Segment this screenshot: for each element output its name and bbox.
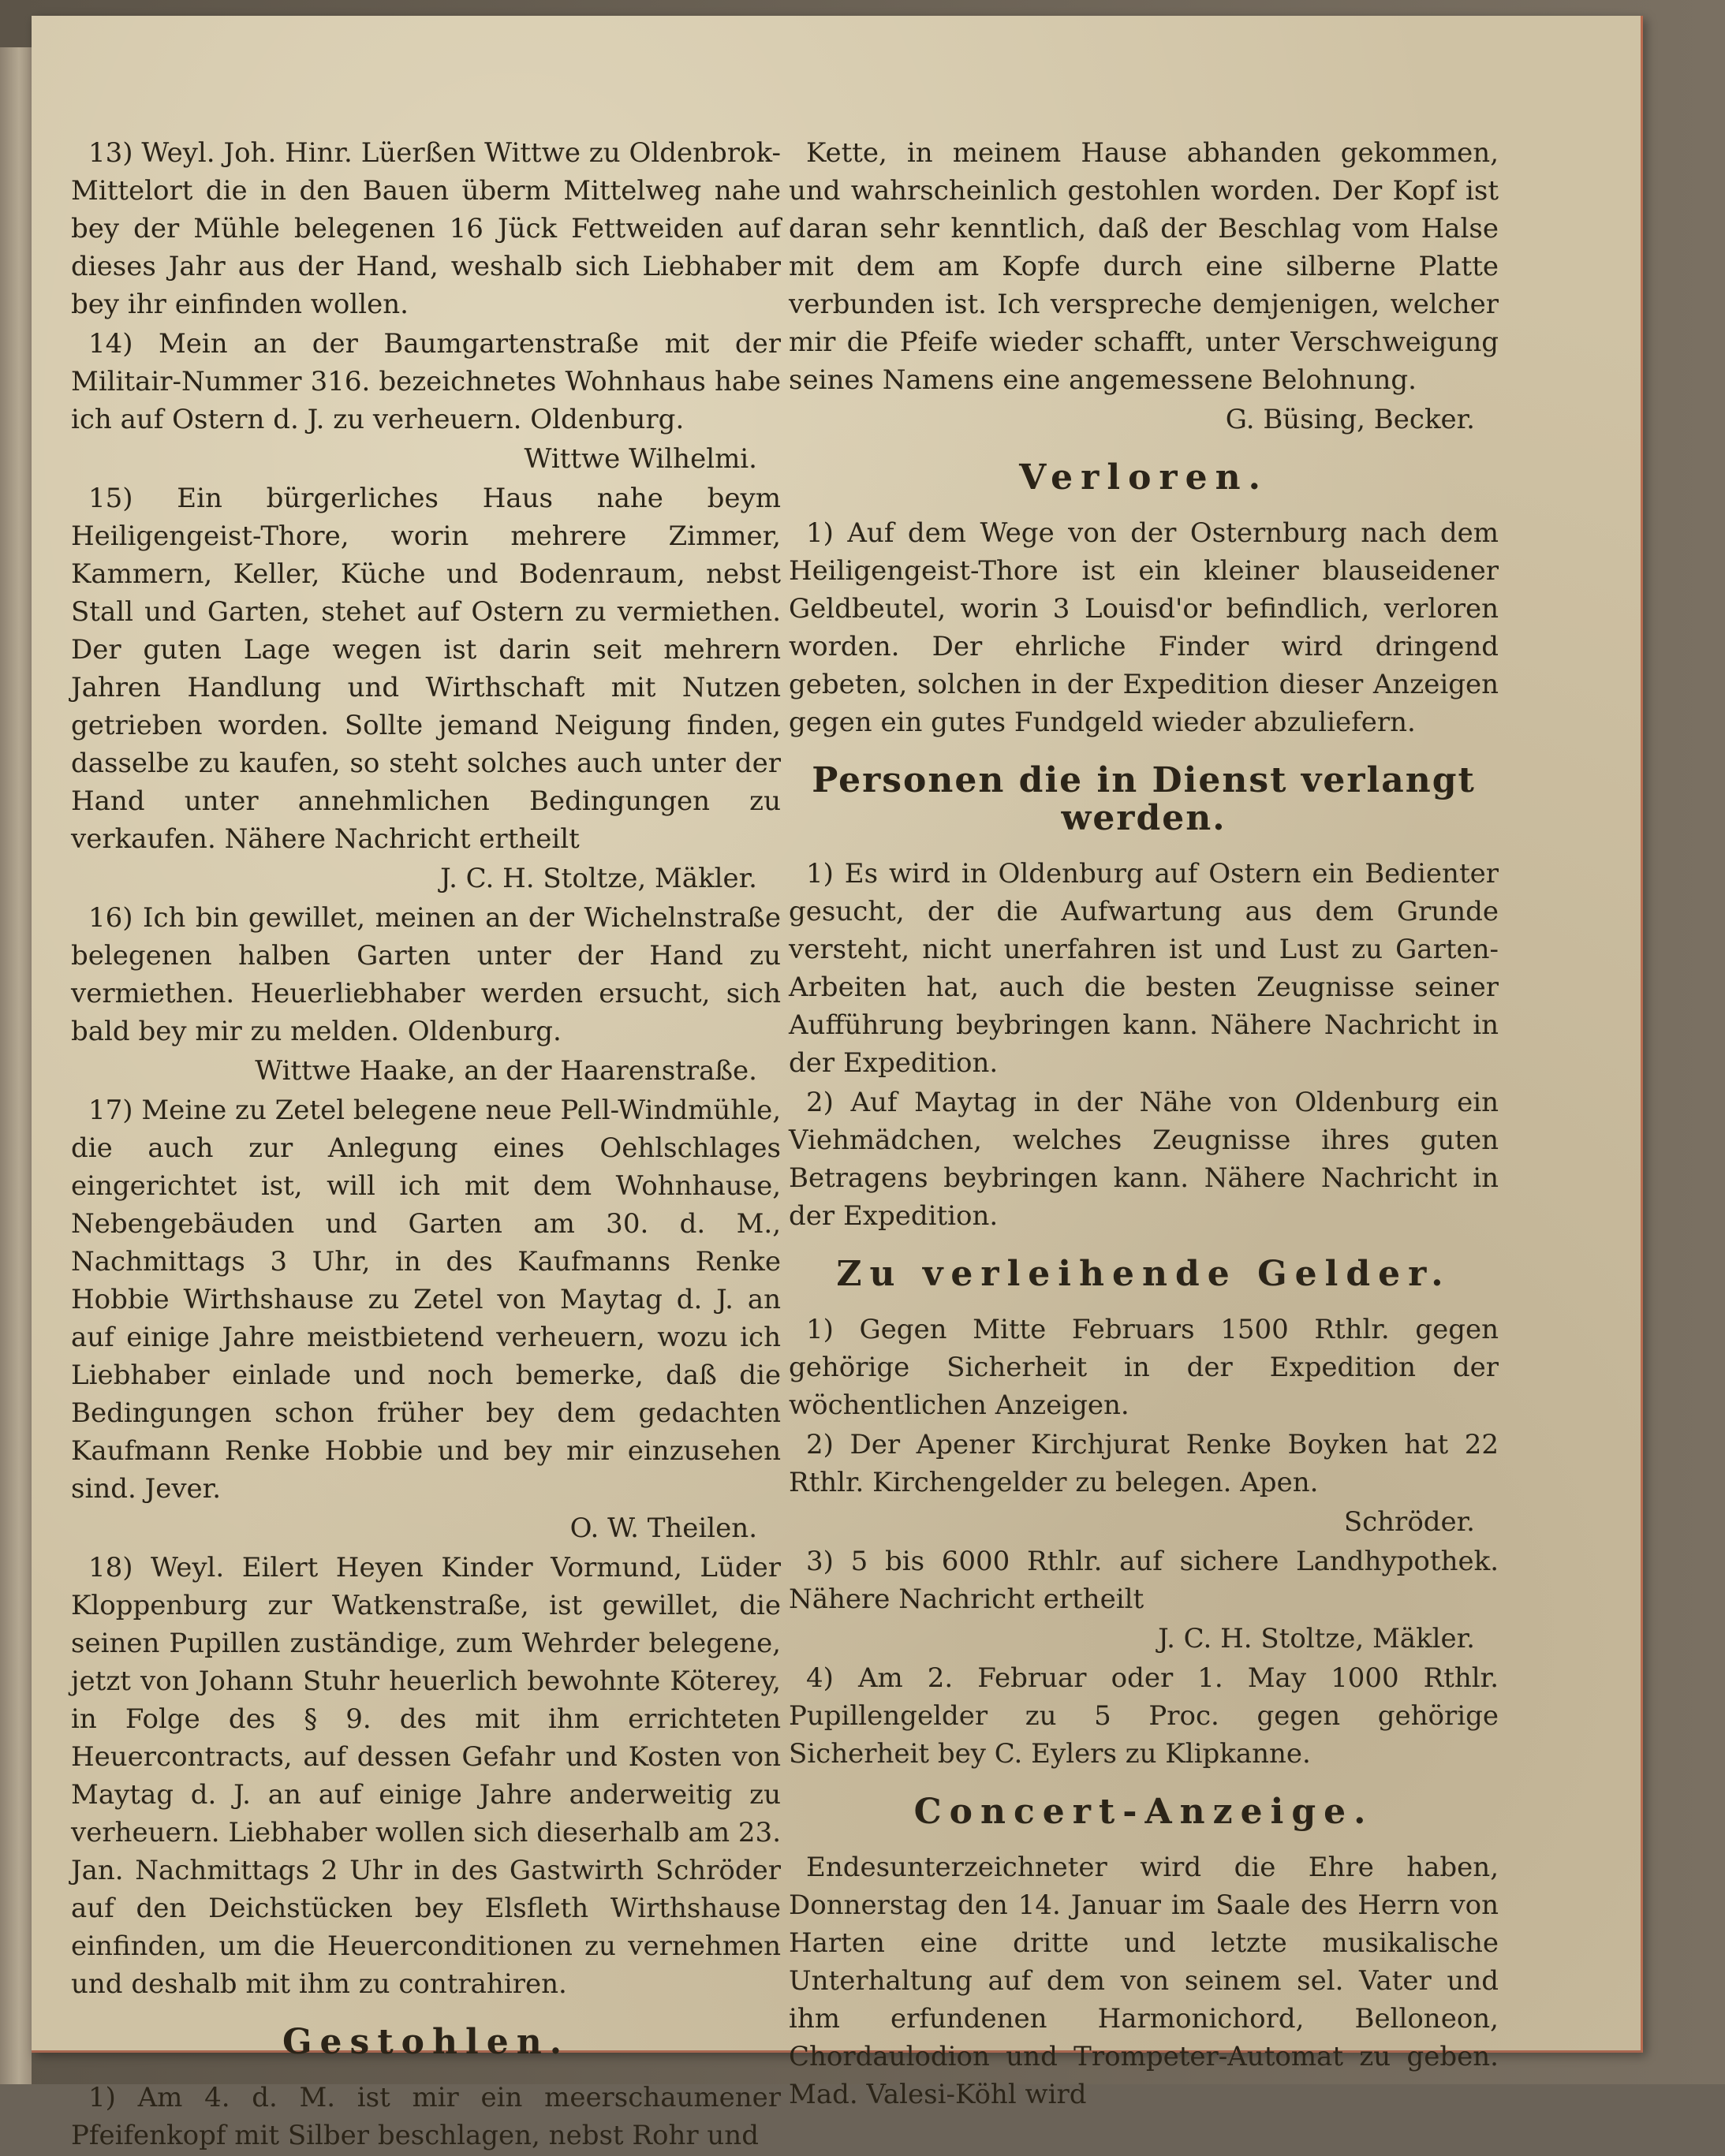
entry-text: 17) Meine zu Zetel belegene neue Pell-Windmühle, die auch zur Anlegung eines Oehlschlages eingerichtet ist, will ich mit dem Wohnhause, Nebengebäuden und Garten am 30. d. M., Nachmittags 3 Uhr, in des Kaufmanns Renke Hobbie Wirthshause zu Zetel von Maytag d. J. an auf einige Jahre meistbietend verheuern, wozu ich Liebhaber einlade und noch bemerke, daß die Bedingungen schon früher bey dem gedachten Kaufmann Renke Hobbie und bey mir einzusehen sind. Jever. — [71, 1095, 781, 1505]
entry-16 — [71, 899, 781, 1090]
verloren-text: 1) Auf dem Wege von der Osternburg nach dem Heiligengeist-Thore ist ein kleiner blauseidener Geldbeutel, worin 3 Louisd'or befindlich, verloren worden. Der ehrliche Finder wird dringend gebeten, solchen in der Expedition dieser Anzeigen gegen ein gutes Fundgeld wieder abzuliefern. — [789, 517, 1499, 738]
entry-text: 16) Ich bin gewillet, meinen an der Wichelnstraße belegenen halben Garten unter der Hand zu vermiethen. Heuerliebhaber werden ersucht, sich bald bey mir zu melden. Oldenburg. — [71, 902, 781, 1047]
entry-signature: Wittwe Wilhelmi. — [524, 443, 757, 475]
gelder-item: 1) Gegen Mitte Februars 1500 Rthlr. gegen gehörige Sicherheit in der Expedition der wöchentlichen Anzeigen. — [789, 1314, 1499, 1421]
gestohlen-continuation: Kette, in meinem Hause abhanden gekommen, und wahrscheinlich gestohlen worden. Der Kopf ist daran sehr kenntlich, daß der Beschlag vom Halse mit dem am Kopfe durch eine silberne Platte verbunden ist. Ich verspreche demjenigen, welcher mir die Pfeife wieder schafft, unter Verschweigung seines Namens eine angemessene Belohnung. — [789, 137, 1499, 396]
entry-14 — [71, 325, 781, 478]
entry-text: 13) Weyl. Joh. Hinr. Lüerßen Wittwe zu Oldenbrok-Mittelort die in den Bauen überm Mittelweg nahe bey der Mühle belegenen 16 Jück Fettweiden auf dieses Jahr aus der Hand, weshalb sich Liebhaber bey ihr einfinden wollen. — [71, 137, 781, 320]
gelder-item: 4) Am 2. Februar oder 1. May 1000 Rthlr. Pupillengelder zu 5 Proc. gegen gehörige Sicherheit bey C. Eylers zu Klipkanne. — [789, 1662, 1499, 1770]
gestohlen-text: 1) Am 4. d. M. ist mir ein meerschaumener Pfeifenkopf mit Silber beschlagen, nebst Rohr und — [71, 2082, 781, 2151]
newspaper-page — [32, 16, 1643, 2151]
gelder-item: 2) Der Apener Kirchjurat Renke Boyken hat 22 Rthlr. Kirchengelder zu belegen. Apen. — [789, 1429, 1499, 1498]
entry-15 — [71, 479, 781, 897]
section-heading-dienst: Personen die in Dienst verlangt werden. — [812, 760, 1476, 838]
entry-signature: O. W. Theilen. — [569, 1513, 757, 1544]
gelder-item: 3) 5 bis 6000 Rthlr. auf sichere Landhypothek. Nähere Nachricht ertheilt — [789, 1546, 1499, 1615]
gelder-signature: Schröder. — [1343, 1506, 1475, 1538]
entry-text: 18) Weyl. Eilert Heyen Kinder Vormund, Lüder Kloppenburg zur Watkenstraße, ist gewillet, die seinen Pupillen zuständige, zum Wehrder belegene, jetzt von Johann Stuhr heuerlich bewohnte Köterey, in Folge des § 9. des mit ihm errichteten Heuercontracts, auf dessen Gefahr und Kosten von Maytag d. J. an auf einige Jahre anderweitig zu verheuern. Liebhaber wollen sich dieserhalb am 23. Jan. Nachmittags 2 Uhr in des Gastwirth Schröder auf den Deichstücken bey Elsfleth Wirthshause einfinden, um die Heuerconditionen zu vernehmen und deshalb mit ihm zu contrahiren. — [71, 1552, 781, 2000]
gelder-signature: J. C. H. Stoltze, Mäkler. — [1158, 1623, 1475, 1654]
section-heading-gestohlen: Gestohlen. — [282, 2022, 570, 2062]
entry-13 — [71, 134, 781, 323]
left-page-edge — [0, 47, 32, 2084]
gestohlen-signature: G. Büsing, Becker. — [1225, 404, 1475, 435]
entry-17 — [71, 1091, 781, 1547]
dienst-item: 2) Auf Maytag in der Nähe von Oldenburg ein Viehmädchen, welches Zeugnisse ihres guten Betragens beybringen kann. Nähere Nachricht in der Expedition. — [789, 1087, 1499, 1232]
entry-signature: Wittwe Haake, an der Haarenstraße. — [255, 1055, 757, 1087]
entry-signature: J. C. H. Stoltze, Mäkler. — [440, 863, 757, 894]
dienst-item: 1) Es wird in Oldenburg auf Ostern ein Bedienter gesucht, der die Aufwartung aus dem Grunde versteht, nicht unerfahren ist und Lust zu Garten-Arbeiten hat, auch die besten Zeugnisse seiner Aufführung beybringen kann. Nähere Nachricht in der Expedition. — [789, 858, 1499, 1079]
section-heading-concert: Concert-Anzeige. — [913, 1792, 1374, 1832]
entry-18 — [71, 1549, 781, 2003]
entry-text: 14) Mein an der Baumgartenstraße mit der Militair-Nummer 316. bezeichnetes Wohnhaus habe ich auf Ostern d. J. zu verheuern. Oldenburg. — [71, 328, 781, 435]
section-heading-gelder: Zu verleihende Gelder. — [836, 1254, 1451, 1294]
section-heading-verloren: Verloren. — [1019, 457, 1268, 498]
concert-text: Endesunterzeichneter wird die Ehre haben, Donnerstag den 14. Januar im Saale des Herrn von Harten eine dritte und letzte musikalische Unterhaltung auf dem von seinem sel. Vater und ihm erfundenen Harmonichord, Belloneon, Chordaulodion und Trompeter-Automat zu geben. Mad. Valesi-Köhl wird — [789, 1852, 1499, 2110]
entry-text: 15) Ein bürgerliches Haus nahe beym Heiligengeist-Thore, worin mehrere Zimmer, Kammern, Keller, Küche und Bodenraum, nebst Stall und Garten, stehet auf Ostern zu vermiethen. Der guten Lage wegen ist darin seit mehrern Jahren Handlung und Wirthschaft mit Nutzen getrieben worden. Sollte jemand Neigung finden, dasselbe zu kaufen, so steht solches auch unter der Hand unter annehmlichen Bedingungen zu verkaufen. Nähere Nachricht ertheilt — [71, 483, 781, 855]
right-column — [789, 134, 1499, 2115]
left-column — [71, 134, 781, 2156]
